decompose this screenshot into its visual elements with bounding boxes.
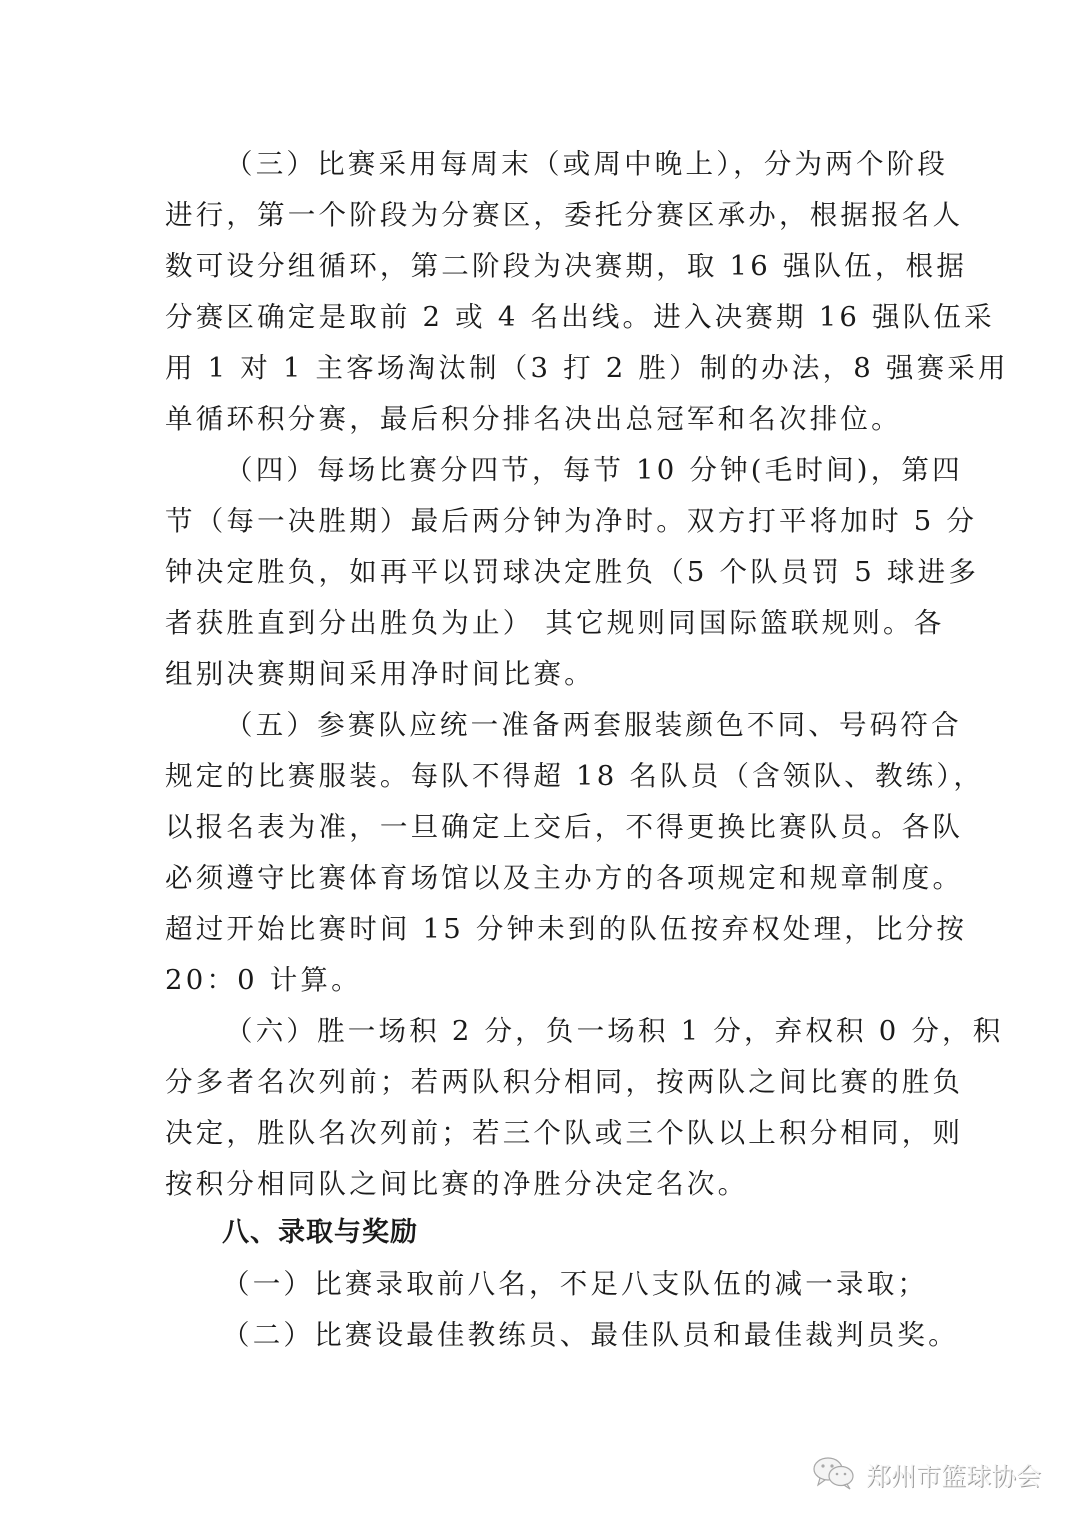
- paragraph-3-line-4: 分赛区确定是取前 2 或 4 名出线。进入决赛期 16 强队伍采: [165, 301, 995, 333]
- paragraph-6-line-1: （六）胜一场积 2 分，负一场积 1 分，弃权积 0 分，积: [225, 1015, 1004, 1047]
- section-item-2: （二）比赛设最佳教练员、最佳队员和最佳裁判员奖。: [222, 1319, 959, 1351]
- watermark-text: 郑州市篮球协会: [866, 1462, 1042, 1491]
- paragraph-3-line-1: （三）比赛采用每周末（或周中晚上），分为两个阶段: [225, 148, 949, 180]
- paragraph-4-line-4: 者获胜直到分出胜负为止） 其它规则同国际篮联规则。各: [165, 607, 945, 639]
- paragraph-6-line-2: 分多者名次列前；若两队积分相同，按两队之间比赛的胜负: [165, 1066, 964, 1098]
- paragraph-6-line-4: 按积分相同队之间比赛的净胜分决定名次。: [165, 1168, 749, 1200]
- paragraph-4-line-3: 钟决定胜负，如再平以罚球决定胜负（5 个队员罚 5 球进多: [165, 556, 980, 588]
- paragraph-5-line-2: 规定的比赛服装。每队不得超 18 名队员（含领队、教练），: [165, 760, 985, 792]
- paragraph-3-line-3: 数可设分组循环，第二阶段为决赛期，取 16 强队伍，根据: [165, 250, 968, 282]
- paragraph-5-line-4: 必须遵守比赛体育场馆以及主办方的各项规定和规章制度。: [165, 862, 964, 894]
- paragraph-5-line-6: 20：0 计算。: [165, 964, 362, 996]
- paragraph-4-line-5: 组别决赛期间采用净时间比赛。: [165, 658, 595, 690]
- paragraph-3-line-2: 进行，第一个阶段为分赛区，委托分赛区承办，根据报名人: [165, 199, 964, 231]
- paragraph-6-line-3: 决定，胜队名次列前；若三个队或三个队以上积分相同，则: [165, 1117, 964, 1149]
- paragraph-3-line-6: 单循环积分赛，最后积分排名决出总冠军和名次排位。: [165, 403, 902, 435]
- paragraph-4-line-1: （四）每场比赛分四节，每节 10 分钟(毛时间)，第四: [225, 454, 963, 486]
- paragraph-4-line-2: 节（每一决胜期）最后两分钟为净时。双方打平将加时 5 分: [165, 505, 978, 537]
- wechat-icon: [812, 1456, 856, 1494]
- paragraph-5-line-1: （五）参赛队应统一准备两套服装颜色不同、号码符合: [225, 709, 962, 741]
- section-heading: 八、录取与奖励: [222, 1217, 418, 1248]
- paragraph-3-line-5: 用 1 对 1 主客场淘汰制（3 打 2 胜）制的办法，8 强赛采用: [165, 352, 1009, 384]
- paragraph-5-line-3: 以报名表为准，一旦确定上交后，不得更换比赛队员。各队: [165, 811, 964, 843]
- section-item-1: （一）比赛录取前八名，不足八支队伍的减一录取；: [222, 1268, 929, 1300]
- watermark: [812, 1453, 1041, 1497]
- paragraph-5-line-5: 超过开始比赛时间 15 分钟未到的队伍按弃权处理，比分按: [165, 913, 968, 945]
